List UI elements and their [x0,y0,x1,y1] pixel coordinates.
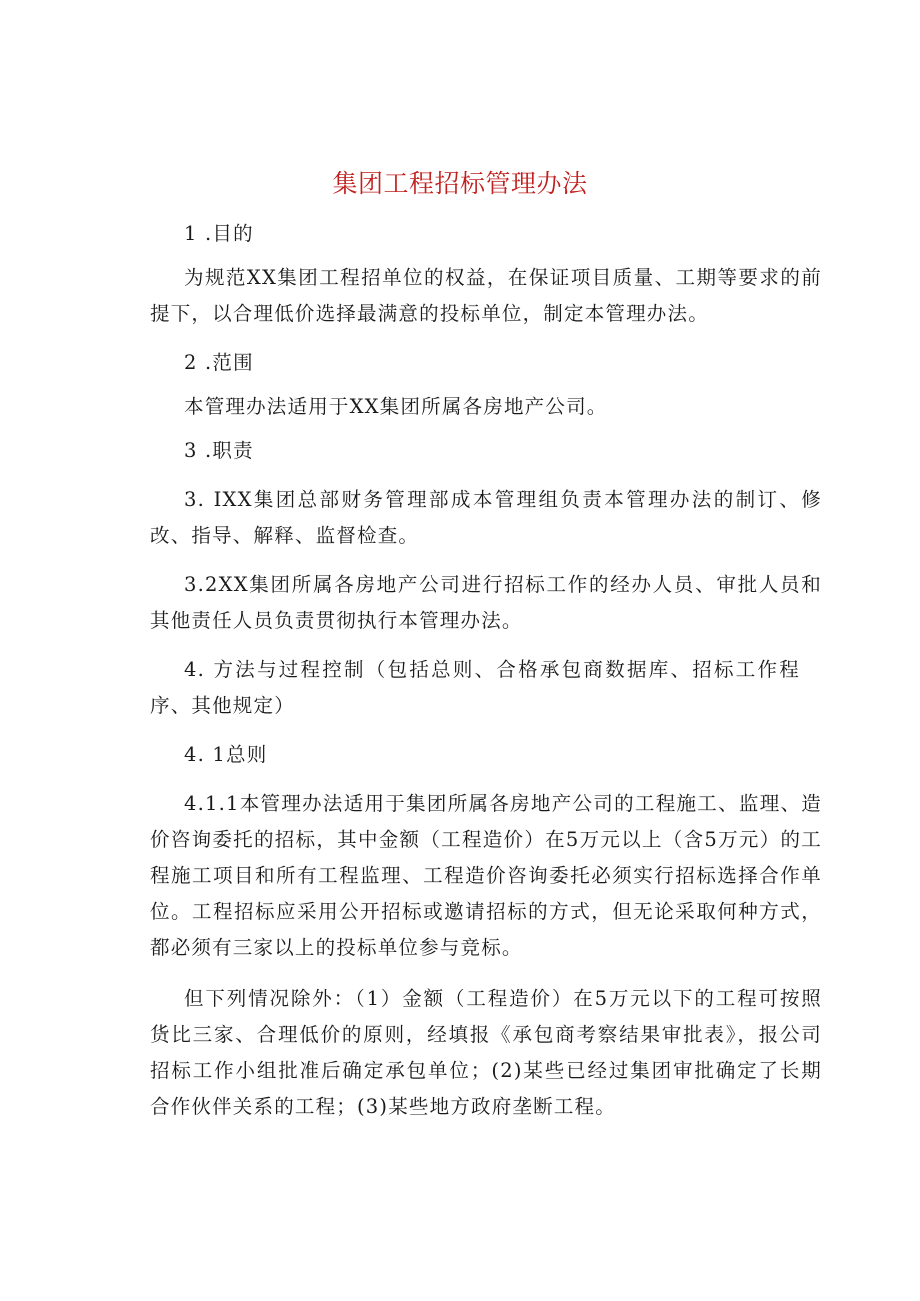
section-2-body: 本管理办法适用于XX集团所属各房地产公司。 [184,395,608,418]
section-1-heading: 1 .目的 [184,222,254,245]
section-1-body: 为规范XX集团工程招单位的权益，在保证项目质量、工期等要求的前提下，以合理低价选择最满意的投标单位，制定本管理办法。 [150,266,822,325]
section-2-heading: 2 .范围 [184,351,254,374]
section-4-1-1-exceptions: 但下列情况除外：（1）金额（工程造价）在5万元以下的工程可按照货比三家、合理低价的原则，经填报《承包商考察结果审批表》，报公司招标工作小组批准后确定承包单位；(2)某些已经过集团审批确定了长期合作伙伴关系的工程；(3)某些地方政府垄断工程。 [150,987,822,1118]
section-4-1-heading: 4. 1总则 [184,743,268,766]
section-3-2-body: 3.2XX集团所属各房地产公司进行招标工作的经办人员、审批人员和其他责任人员负责贯彻执行本管理办法。 [150,573,822,632]
section-4-1-1-body: 4.1.1本管理办法适用于集团所属各房地产公司的工程施工、监理、造价咨询委托的招标，其中金额（工程造价）在5万元以上（含5万元）的工程施工项目和所有工程监理、工程造价咨询委托必须实行招标选择合作单位。工程招标应采用公开招标或邀请招标的方式，但无论采取何种方式，都必须有三家以上的投标单位参与竞标。 [150,792,822,959]
section-4-heading: 4. 方法与过程控制（包括总则、合格承包商数据库、招标工作程序、其他规定） [150,658,800,717]
section-3-heading: 3 .职责 [184,439,254,462]
section-3-1-body: 3. IXX集团总部财务管理部成本管理组负责本管理办法的制订、修改、指导、解释、监督检查。 [150,488,822,547]
document-title: 集团工程招标管理办法 [332,169,588,198]
